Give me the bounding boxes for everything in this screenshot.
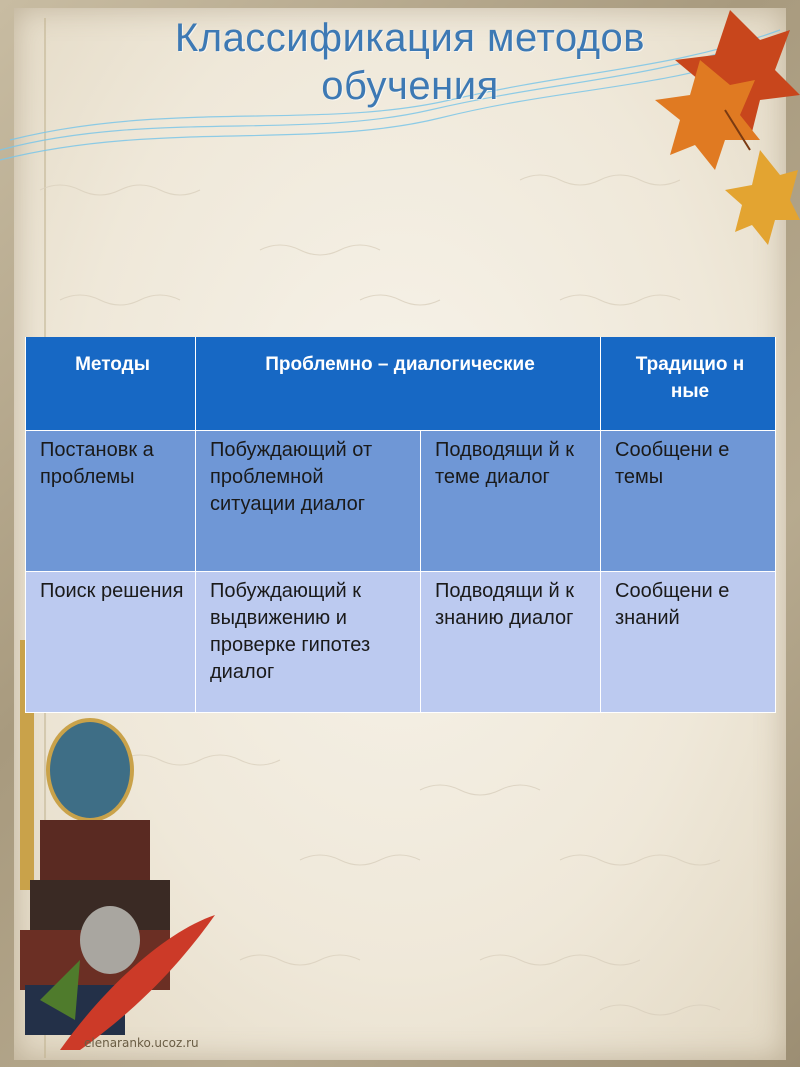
header-problem-dialogic: Проблемно – диалогические — [196, 337, 601, 431]
table-cell: Сообщени е знаний — [601, 572, 776, 713]
table-header-row — [26, 337, 776, 431]
table-cell: Сообщени е темы — [601, 431, 776, 572]
title-line-1: Классификация методов — [174, 16, 646, 60]
methods-classification-table — [25, 337, 776, 713]
table-row — [26, 431, 776, 572]
slide-title — [80, 14, 740, 110]
table-row — [26, 572, 776, 713]
header-methods: Методы — [26, 337, 196, 431]
table-cell: Подводящи й к знанию диалог — [421, 572, 601, 713]
table-cell: Поиск решения — [26, 572, 196, 713]
table-cell: Постановк а проблемы — [26, 431, 196, 572]
table-cell: Побуждающий от проблемной ситуации диалог — [196, 431, 421, 572]
header-traditional: Традицио н ные — [601, 337, 776, 431]
table-cell: Побуждающий к выдвижению и проверке гипотез диалог — [196, 572, 421, 713]
table-cell: Подводящи й к теме диалог — [421, 431, 601, 572]
source-watermark: elenaranko.ucoz.ru — [84, 1036, 199, 1050]
title-line-2: обучения — [321, 64, 499, 108]
